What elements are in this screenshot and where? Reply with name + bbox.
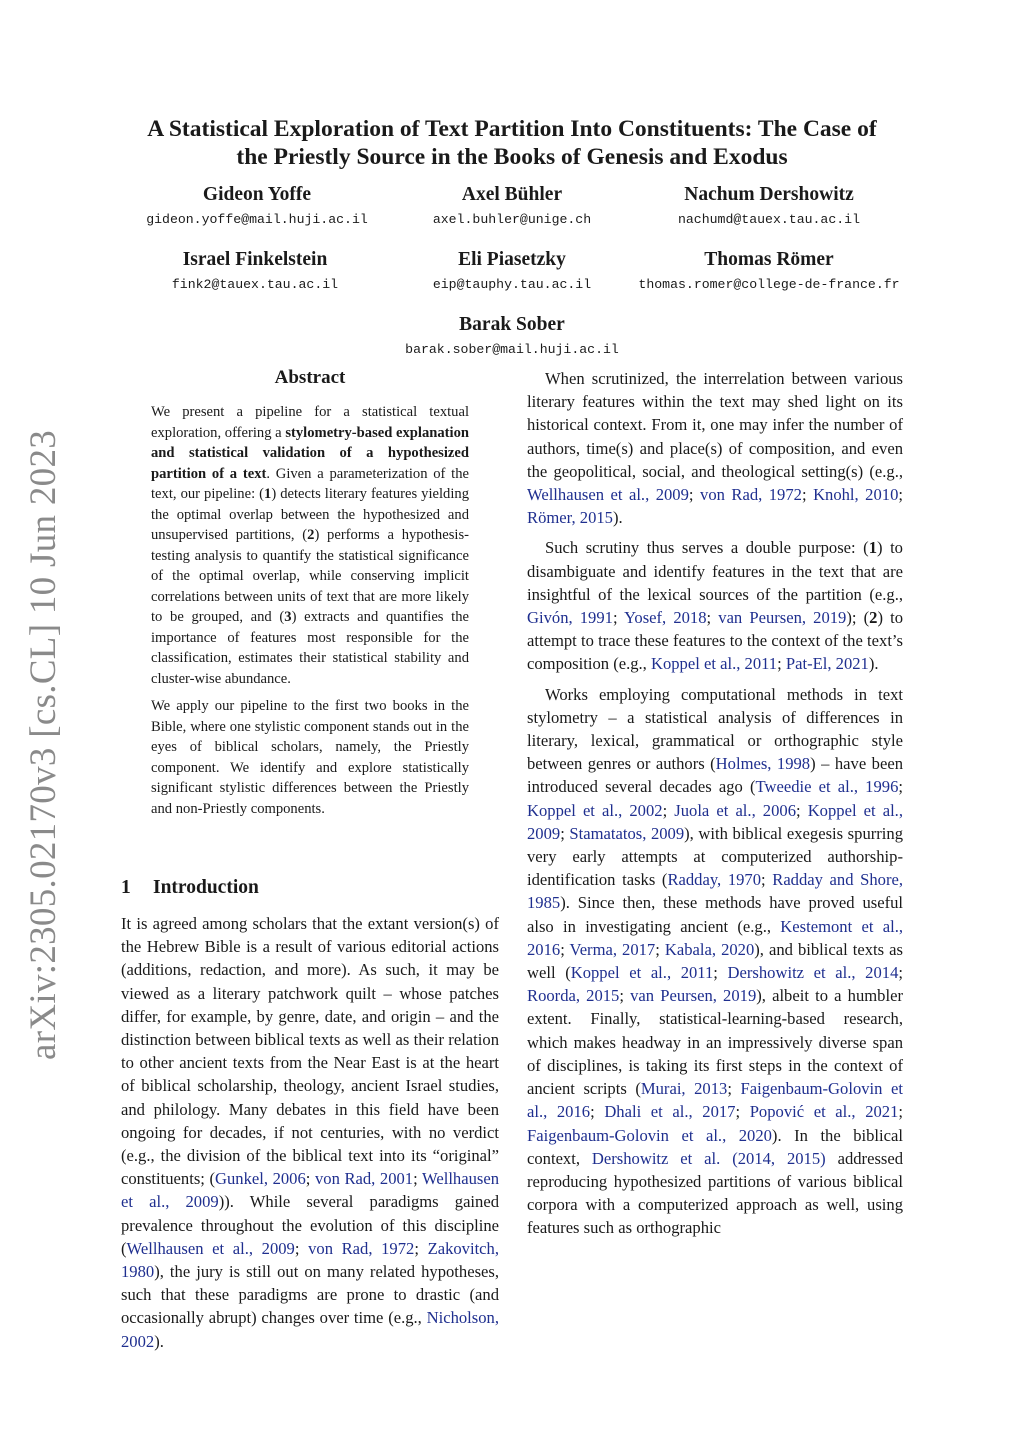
intro-paragraph: When scrutinized, the interrelation between various literary features within the text may shed light on its historical context. From it, one may infer the number of authors, time(s) and place(s) of composition, and even the geopolitical, social, and theological setting(s) (e.g., Wellhausen et al., 2009; von Rad, 1972; Knohl, 2010; Römer, 2015). [527,369,903,528]
citation-link[interactable]: Wellhausen et al., 2009 [121,1169,500,1212]
author-block [105,248,405,294]
paper-title [100,115,924,171]
section-title: Introduction [153,877,259,898]
author-block [362,313,662,359]
citation-link[interactable]: Murai, 2013 [640,1079,728,1099]
section-number: 1 [121,877,131,898]
citation-link[interactable]: Kestemont et al., 2016 [527,916,903,959]
section-heading-introduction [121,876,259,900]
intro-paragraph: It is agreed among scholars that the extant version(s) of the Hebrew Bible is a result of various editorial actions (additions, redaction, and more). As such, it may be viewed as a literary patchwork quilt – whose patches differ, for example, by genre, date, and origin – and the distinction between biblical texts as well as their relation to other ancient texts from the Near East is at the heart of biblical scholarship, theology, ancient Israel studies, and philology. Many debates in this field have been ongoing for decades, if not centuries, with no verdict (e.g., the division of the biblical text into its “original” constituents; (Gunkel, 2006; von Rad, 2001; Wellhausen et al., 2009)). While several paradigms gained prevalence throughout the evolution of this discipline (Wellhausen et al., 2009; von Rad, 1972; Zakovitch, 1980), the jury is still out on many related hypotheses, such that these paradigms are prone to drastic (and occasionally abrupt) changes over time (e.g., Nicholson, 2002). [121,914,500,1351]
author-email: gideon.yoffe@mail.huji.ac.il [146,212,368,227]
arxiv-stamp: arXiv:2305.02170v3 [cs.CL] 10 Jun 2023 [23,429,64,1060]
citation-link[interactable]: Dhali et al., 2017 [604,1102,736,1122]
title-line-1: A Statistical Exploration of Text Partition Into Constituents: The Case of [147,116,877,142]
citation-link[interactable]: Kabala, 2020 [664,939,755,959]
intro-paragraph: Such scrutiny thus serves a double purpose: (1) to disambiguate and identify features in the text that are insightful of the lexical sources of the partition (e.g., Givón, 1991; Yosef, 2018; van Peursen, 2019); (2) to attempt to trace these features to the context of the text’s composition (e.g., Koppel et al., 2011; Pat-El, 2021). [527,538,904,674]
citation-link[interactable]: Stamatatos, 2009 [569,823,685,843]
citation-link[interactable]: van Peursen, 2019 [630,986,757,1006]
intro-right-column [527,367,903,1247]
citation-link[interactable]: Pat-El, 2021 [785,654,869,674]
author-email: fink2@tauex.tau.ac.il [171,277,339,292]
author-name: Eli Piasetzky [458,249,566,270]
citation-link[interactable]: Radday and Shore, 1985 [527,870,903,913]
abstract-heading: Abstract [274,367,346,388]
citation-link[interactable]: Faigenbaum-Golovin et al., 2020 [527,1125,772,1145]
citation-link[interactable]: Koppel et al., 2009 [527,800,903,843]
citation-link[interactable]: Dershowitz et al. (2014, 2015) [591,1148,826,1168]
author-email: barak.sober@mail.huji.ac.il [405,342,619,357]
author-name: Axel Bühler [461,184,563,205]
citation-link[interactable]: von Rad, 2001 [314,1169,414,1189]
author-email: axel.buhler@unige.ch [432,212,592,227]
citation-link[interactable]: Koppel et al., 2002 [527,800,663,820]
intro-paragraph: Works employing computational methods in text stylometry – a statistical analysis of differences in literary, lexical, grammatical or orthographic style between genres or authors (Holmes, 1998) – have been introduced several decades ago (Tweedie et al., 1996; Koppel et al., 2002; Juola et al., 2006; Koppel et al., 2009; Stamatatos, 2009), with biblical exegesis spurring very early attempts at computerized authorship-identification tasks (Radday, 1970; Radday and Shore, 1985). Since then, these methods have proved useful also in investigating ancient (e.g., Kestemont et al., 2016; Verma, 2017; Kabala, 2020), and biblical texts as well (Koppel et al., 2011; Dershowitz et al., 2014; Roorda, 2015; van Peursen, 2019), albeit to a humbler extent. Finally, statistical-learning-based research, which makes headway in an impressively diverse span of disciplines, is taking its first steps in the context of ancient scripts (Murai, 2013; Faigenbaum-Golovin et al., 2016; Dhali et al., 2017; Popović et al., 2021; Faigenbaum-Golovin et al., 2020). In the biblical context, Dershowitz et al. (2014, 2015) addressed reproducing hypothesized partitions of various biblical corpora with a computerized approach as well, using features such as orthographic [527,684,904,1238]
title-line-2: the Priestly Source in the Books of Genesis and Exodus [236,144,788,170]
citation-link[interactable]: Wellhausen et al., 2009 [527,485,689,505]
citation-link[interactable]: Gunkel, 2006 [215,1169,306,1189]
citation-link[interactable]: Popović et al., 2021 [749,1102,899,1122]
citation-link[interactable]: Holmes, 1998 [715,754,811,774]
abstract-body [151,402,469,826]
citation-link[interactable]: Juola et al., 2006 [674,800,796,820]
author-name: Thomas Römer [704,249,834,270]
citation-link[interactable]: Koppel et al., 2011 [650,654,778,674]
citation-link[interactable]: Knohl, 2010 [813,485,899,505]
citation-link[interactable]: Zakovitch, 1980 [121,1238,499,1282]
abstract-paragraph: We apply our pipeline to the first two books in the Bible, where one stylistic component stands out in the eyes of biblical scholars, namely, the Priestly component. We identify and explore statistically significant stylistic differences between the Priestly and non-Priestly components. [151,698,469,817]
abstract-paragraph: We present a pipeline for a statistical textual exploration, offering a stylometry-based explanation and statistical validation of a hypothesized partition of a text. Given a parameterization of the text, our pipeline: (1) detects literary features yielding the optimal overlap between the hypothesized and unsupervised partitions, (2) performs a hypothesis-testing analysis to quantify the statistical significance of the optimal overlap, while conserving implicit correlations between units of text that are more likely to be grouped, and (3) extracts and quantifies the importance of features most responsible for the classification, estimates their statistical stability and cluster-wise abundance. [151,404,470,687]
author-block [619,248,919,294]
author-name: Israel Finkelstein [182,249,328,270]
citation-link[interactable]: Faigenbaum-Golovin et al., 2016 [527,1079,903,1122]
author-email: eip@tauphy.tau.ac.il [432,277,592,292]
author-block [362,248,662,294]
citation-link[interactable]: Radday, 1970 [667,870,762,890]
citation-link[interactable]: Koppel et al., 2011 [570,963,714,983]
citation-link[interactable]: Yosef, 2018 [624,608,707,628]
citation-link[interactable]: von Rad, 1972 [308,1238,415,1258]
citation-link[interactable]: Wellhausen et al., 2009 [126,1238,295,1258]
author-name: Gideon Yoffe [202,184,312,205]
citation-link[interactable]: Givón, 1991 [527,608,613,628]
author-block [362,183,662,229]
citation-link[interactable]: Roorda, 2015 [527,986,620,1006]
citation-link[interactable]: Dershowitz et al., 2014 [727,963,899,983]
citation-link[interactable]: Römer, 2015 [527,508,613,528]
author-name: Nachum Dershowitz [684,184,854,205]
citation-link[interactable]: Tweedie et al., 1996 [755,777,899,797]
author-email: nachumd@tauex.tau.ac.il [677,212,861,227]
citation-link[interactable]: van Peursen, 2019 [718,608,847,628]
citation-link[interactable]: von Rad, 1972 [700,485,802,505]
author-email: thomas.romer@college-de-france.fr [638,277,900,292]
author-name: Barak Sober [459,314,565,335]
intro-left-column [121,912,499,1360]
citation-link[interactable]: Verma, 2017 [569,939,656,959]
citation-link[interactable]: Nicholson, 2002 [121,1308,499,1351]
author-block [619,183,919,229]
